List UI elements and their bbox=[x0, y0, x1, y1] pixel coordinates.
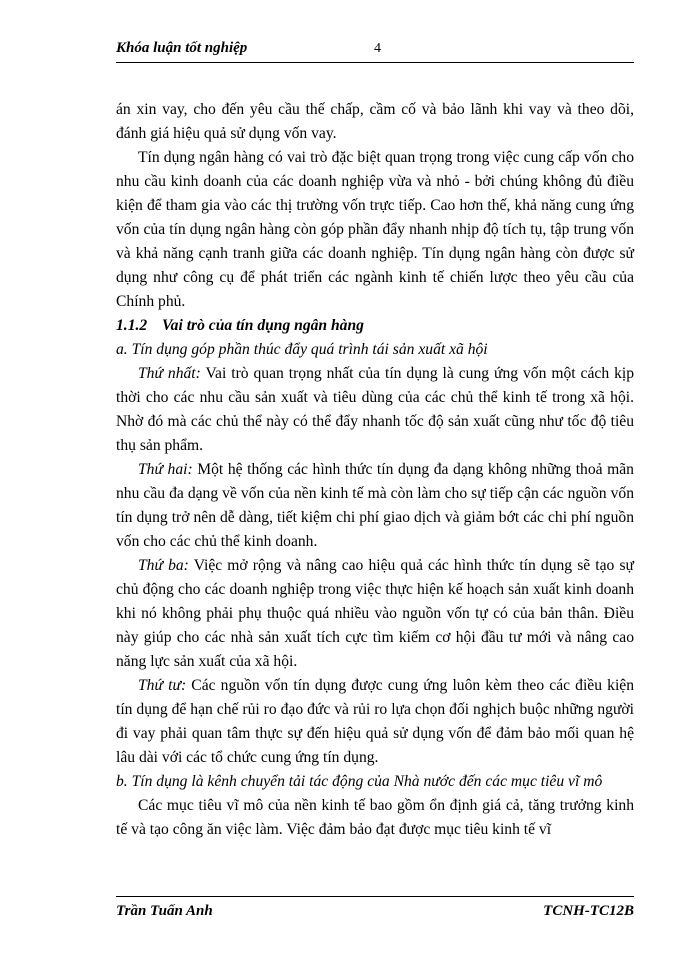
section-heading bbox=[116, 314, 634, 338]
header-title: Khóa luận tốt nghiệp bbox=[116, 40, 248, 56]
paragraph-first bbox=[116, 362, 634, 458]
paragraph-continued: án xin vay, cho đến yêu cầu thế chấp, cầm cố và bảo lãnh khi vay và theo dõi, đánh giá hiệu quả sử dụng vốn vay. bbox=[116, 101, 634, 142]
page-number: 4 bbox=[374, 41, 381, 56]
text-third: Việc mở rộng và nâng cao hiệu quả các hình thức tín dụng sẽ tạo sự chủ động cho các doanh nghiệp trong việc thực hiện kế hoạch sản xuất kinh doanh khi nó không phải phụ thuộc quá nhiều vào nguồn vốn tự có của bản thân. Điều này giúp cho các nhà sản xuất tích cực tìm kiếm cơ hội đầu tư mới và nâng cao năng lực sản xuất của xã hội. bbox=[116, 557, 634, 670]
lead-fourth: Thứ tư: bbox=[138, 677, 187, 694]
paragraph-macro-goals: Các mục tiêu vĩ mô của nền kinh tế bao gồm ổn định giá cả, tăng trưởng kinh tế và tạo công ăn việc làm. Việc đảm bảo đạt được mục tiêu kinh tế vĩ bbox=[116, 797, 634, 838]
paragraph-fourth bbox=[116, 674, 634, 770]
page-footer bbox=[116, 896, 634, 923]
lead-second: Thứ hai: bbox=[138, 461, 193, 478]
paragraph-third bbox=[116, 554, 634, 674]
text-fourth: Các nguồn vốn tín dụng được cung ứng luôn kèm theo các điều kiện tín dụng để hạn chế rủi ro đạo đức và rủi ro lựa chọn đối nghịch buộc những người đi vay phải quan tâm thực sự đến hiệu quả sử dụng vốn để đảm bảo mối quan hệ lâu dài với các tổ chức cung ứng tín dụng. bbox=[116, 677, 635, 766]
text-second: Một hệ thống các hình thức tín dụng đa dạng không những thoả mãn nhu cầu đa dạng về vốn của nền kinh tế mà còn làm cho sự tiếp cận các nguồn vốn tín dụng trở nên dễ dàng, tiết kiệm chi phí giao dịch và giảm bớt các chi phí nguồn vốn cho các chủ thể kinh doanh. bbox=[116, 461, 634, 550]
page-header bbox=[116, 38, 634, 63]
text-first: Vai trò quan trọng nhất của tín dụng là cung ứng vốn một cách kịp thời cho các nhu cầu sản xuất và tiêu dùng của các chủ thể kinh tế trong xã hội. Nhờ đó mà các chủ thể này có thể đẩy nhanh tốc độ sản xuất cũng như tốc độ tiêu thụ sản phẩm. bbox=[116, 365, 634, 454]
section-number: 1.1.2 bbox=[116, 317, 148, 334]
page-body bbox=[116, 98, 634, 842]
footer-author: Trần Tuấn Anh bbox=[116, 903, 213, 919]
subheading-b: b. Tín dụng là kênh chuyển tải tác động của Nhà nước đến các mục tiêu vĩ mô bbox=[116, 773, 603, 790]
subheading-a: a. Tín dụng góp phần thúc đẩy quá trình tái sản xuất xã hội bbox=[116, 341, 488, 358]
section-title: Vai trò của tín dụng ngân hàng bbox=[162, 317, 364, 334]
paragraph-role-overview: Tín dụng ngân hàng có vai trò đặc biệt quan trọng trong việc cung cấp vốn cho nhu cầu kinh doanh của các doanh nghiệp vừa và nhỏ - bởi chúng không đủ điều kiện để tham gia vào các thị trường vốn trực tiếp. Cao hơn thế, khả năng cung ứng vốn của tín dụng ngân hàng còn góp phần đẩy nhanh nhịp độ tích tụ, tập trung vốn và khả năng cạnh tranh giữa các doanh nghiệp. Tín dụng ngân hàng còn được sử dụng như công cụ để phát triển các ngành kinh tế chiến lược theo yêu cầu của Chính phủ. bbox=[116, 149, 634, 310]
lead-first: Thứ nhất: bbox=[138, 365, 201, 382]
paragraph-second bbox=[116, 458, 634, 554]
footer-code: TCNH-TC12B bbox=[543, 903, 634, 919]
lead-third: Thứ ba: bbox=[138, 557, 189, 574]
